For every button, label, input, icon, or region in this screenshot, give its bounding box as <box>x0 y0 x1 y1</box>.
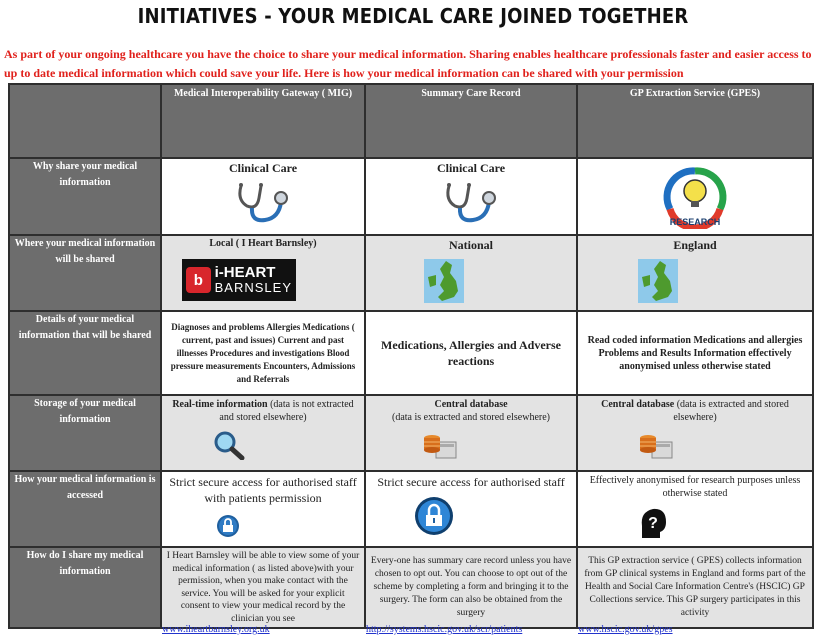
cell-share-gpes <box>577 547 813 628</box>
cell-details-scr <box>365 311 577 395</box>
page-title: INITIATIVES - YOUR MEDICAL CARE JOINED TOGETHER <box>137 4 689 28</box>
row-why <box>9 158 813 235</box>
stethoscope-icon <box>366 180 576 228</box>
database-icon <box>638 430 812 462</box>
cell-share-mig <box>161 547 365 628</box>
cell-access-gpes <box>577 471 813 547</box>
research-logo-text: RESEARCH <box>669 217 721 227</box>
storage-mig-text <box>162 396 364 426</box>
storage-gpes-text <box>578 396 812 426</box>
cell-where-mig <box>161 235 365 311</box>
row-label-details: Details of your medical information that will be shared <box>9 311 161 395</box>
initiatives-table <box>8 83 814 629</box>
access-mig-text: Strict secure access for authorised staff with patients permission <box>169 475 357 505</box>
col-header-mig: Medical Interoperability Gateway ( MIG) <box>161 84 365 158</box>
share-gpes-text: This GP extraction service ( GPES) collects information from GP clinical systems in England and forms part of the Health and Social Care Information Centre's (HSCIC) GP Collections service. This GP surgery participates in this activity <box>584 556 806 618</box>
padlock-icon <box>412 496 576 536</box>
row-storage <box>9 395 813 471</box>
cell-why-mig <box>161 158 365 235</box>
storage-scr-rest: (data is extracted and stored elsewhere) <box>392 412 550 423</box>
padlock-icon <box>216 514 364 538</box>
svg-text:?: ? <box>648 515 658 532</box>
corner-cell <box>9 84 161 158</box>
header-row <box>9 84 813 158</box>
row-label-where: Where your medical information will be shared <box>9 235 161 311</box>
link-iheartbarnsley[interactable]: www.iheartbarnsley.org.uk <box>162 624 270 635</box>
storage-mig-bold: Real-time information <box>172 399 268 410</box>
i-heart-barnsley-logo <box>182 259 364 301</box>
cell-storage-mig <box>161 395 365 471</box>
why-mig-text: Clinical Care <box>228 161 298 175</box>
details-gpes-text: Read coded information Medications and allergies Problems and Results Information effectively anonymised unless otherwise stated <box>587 334 803 372</box>
cell-where-scr <box>365 235 577 311</box>
cell-storage-scr <box>365 395 577 471</box>
intro-text: As part of your ongoing healthcare you have the choice to share your medical information. Sharing enables healthcare professionals faster and easier access to up to date medical information which could save your life. Here is how your medical information can be shared with your permission <box>4 47 812 80</box>
cell-where-gpes <box>577 235 813 311</box>
why-scr-text: Clinical Care <box>436 161 506 175</box>
storage-gpes-bold: Central database <box>601 399 675 410</box>
logo-top-text: i-HEART <box>214 264 276 281</box>
row-where <box>9 235 813 311</box>
database-icon <box>422 430 576 462</box>
row-access <box>9 471 813 547</box>
research-logo-icon <box>578 163 812 229</box>
link-hscic-gpes[interactable]: www.hscic.gov.uk/gpes <box>578 624 673 635</box>
where-scr-text: National <box>448 238 493 252</box>
row-label-access: How your medical information is accessed <box>9 471 161 547</box>
uk-map-icon <box>424 259 576 303</box>
col-header-gpes: GP Extraction Service (GPES) <box>577 84 813 158</box>
share-scr-text: Every-one has summary care record unless you have chosen to opt out. You can choose to opt out of the scheme by completing a form and bringing it to the surgery. The form can also be obtained from the surgery <box>370 556 572 618</box>
heart-b-icon: b <box>186 267 211 293</box>
row-label-share: How do I share my medical information <box>9 547 161 628</box>
row-share <box>9 547 813 628</box>
cell-storage-gpes <box>577 395 813 471</box>
access-gpes-text: Effectively anonymised for research purposes unless otherwise stated <box>589 475 801 499</box>
link-scr-patients[interactable]: http://systems.hscic.gov.uk/scr/patients <box>366 624 523 635</box>
cell-access-mig <box>161 471 365 547</box>
cell-details-mig <box>161 311 365 395</box>
cell-access-scr <box>365 471 577 547</box>
share-mig-text: I Heart Barnsley will be able to view some of your medical information ( as listed above)with your permission, when you make contact with the service. You will be asked for your explicit consent to view your medical record by the clinician you see <box>166 551 360 624</box>
storage-scr-text <box>366 396 576 426</box>
details-scr-text: Medications, Allergies and Adverse reactions <box>381 338 561 368</box>
storage-gpes-rest: (data is extracted and stored elsewhere) <box>673 399 789 423</box>
details-mig-text: Diagnoses and problems Allergies Medications ( current, past and issues) Current and past illnesses Procedures and investigations Blood pressure measurements Encounters, Admissions and Referrals <box>170 321 356 384</box>
stethoscope-icon <box>162 180 364 228</box>
cell-share-scr <box>365 547 577 628</box>
cell-details-gpes <box>577 311 813 395</box>
access-scr-text: Strict secure access for authorised staff <box>377 475 565 489</box>
uk-map-icon <box>638 259 812 303</box>
storage-scr-bold: Central database <box>434 399 508 410</box>
magnifier-icon <box>212 430 364 460</box>
where-gpes-text: England <box>673 238 717 252</box>
question-head-icon <box>638 506 812 540</box>
row-label-storage: Storage of your medical information <box>9 395 161 471</box>
where-mig-text: Local ( I Heart Barnsley) <box>209 238 317 249</box>
storage-mig-rest: (data is not extracted and stored elsewhere) <box>219 399 354 423</box>
col-header-scr: Summary Care Record <box>365 84 577 158</box>
row-label-why: Why share your medical information <box>9 158 161 235</box>
logo-bottom-text: BARNSLEY <box>214 280 292 295</box>
cell-why-scr <box>365 158 577 235</box>
row-details <box>9 311 813 395</box>
cell-why-gpes <box>577 158 813 235</box>
